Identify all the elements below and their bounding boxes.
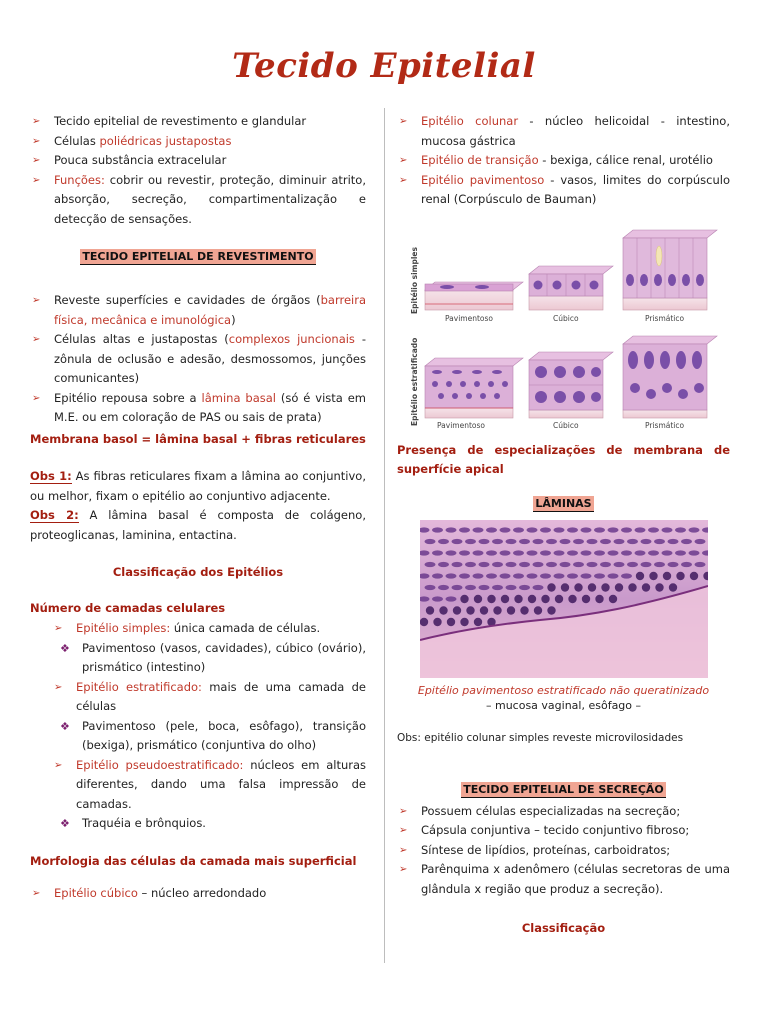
cell-nucleus	[425, 606, 433, 614]
item-text: Células	[54, 133, 100, 148]
micrograph-image	[420, 520, 708, 678]
cell-nucleus	[567, 573, 578, 578]
cell-nucleus	[432, 596, 443, 601]
arrowhead-bullet-icon: ➢	[32, 334, 41, 345]
cell-nucleus	[667, 538, 678, 543]
arrowhead-bullet-icon: ➢	[399, 864, 408, 875]
cell-nucleus	[493, 606, 501, 614]
cell-nucleus	[533, 606, 541, 614]
cell-nucleus	[438, 584, 449, 589]
diamond-bullet-icon: ❖	[60, 641, 70, 655]
list-item: ➢ Possuem células especializadas na secreção;	[397, 802, 730, 822]
morfologia-title: Morfologia das células da camada mais superficial	[30, 853, 357, 868]
cell-nucleus	[649, 571, 657, 579]
cell-nucleus	[546, 561, 557, 566]
cell-nucleus	[451, 584, 462, 589]
cell-nucleus	[514, 594, 522, 602]
cell-nucleus	[694, 561, 705, 566]
cell-nucleus	[574, 583, 582, 591]
cell-nucleus	[478, 584, 489, 589]
cell-nucleus	[634, 527, 645, 532]
stratified-squamous-illustration	[425, 358, 523, 418]
cell-nucleus	[547, 583, 555, 591]
cell-nucleus	[438, 561, 449, 566]
cell-nucleus	[573, 538, 584, 543]
intro-list	[30, 112, 366, 229]
cell-nucleus	[613, 561, 624, 566]
cell-nucleus	[472, 550, 483, 555]
laminas-heading: LÂMINAS	[535, 496, 592, 510]
cell-nucleus	[662, 571, 670, 579]
sub-item: ❖ Pavimentoso (vasos, cavidades), cúbico (ovário), prismático (intestino)	[60, 640, 366, 674]
cell-nucleus	[424, 584, 435, 589]
cell-nucleus	[621, 573, 632, 578]
cell-nucleus	[479, 606, 487, 614]
cell-nucleus	[499, 527, 510, 532]
list-item: ➢ Síntese de lipídios, proteínas, carboidratos;	[397, 841, 730, 861]
arrowhead-bullet-icon: ➢	[32, 174, 41, 186]
cell-nucleus	[492, 538, 503, 543]
cell-nucleus	[451, 538, 462, 543]
cell-nucleus	[459, 573, 470, 578]
cell-nucleus	[580, 573, 591, 578]
cell-nucleus	[526, 527, 537, 532]
cell-nucleus	[459, 550, 470, 555]
cell-nucleus	[655, 583, 663, 591]
cell-nucleus	[553, 550, 564, 555]
cell-nucleus	[627, 561, 638, 566]
revestimento-list	[30, 291, 366, 428]
cell-nucleus	[553, 573, 564, 578]
cell-nucleus	[554, 594, 562, 602]
cell-nucleus	[567, 550, 578, 555]
cell-nucleus	[580, 550, 591, 555]
arrowhead-bullet-icon: ➢	[32, 887, 41, 899]
membrana-basal-line: Membrana basol = lâmina basal + fibras reticulares	[30, 431, 366, 446]
cell-nucleus	[445, 596, 456, 601]
cell-nucleus	[594, 527, 605, 532]
sub-item: ❖ Pavimentoso (pele, boca, esôfago), transição (bexiga), prismático (conjuntiva do olho)	[60, 718, 366, 752]
cell-nucleus	[594, 550, 605, 555]
cell-nucleus	[654, 538, 665, 543]
arrowhead-bullet-icon: ➢	[399, 116, 408, 127]
list-item	[30, 132, 366, 152]
item-text: Pouca substância extracelular	[54, 153, 227, 167]
presenca-especializacoes: Presença de especializações de membrana de superfície apical	[397, 442, 730, 476]
diamond-bullet-icon: ❖	[60, 817, 70, 830]
cell-nucleus	[654, 561, 665, 566]
cell-nucleus	[560, 583, 568, 591]
cell-nucleus	[675, 527, 686, 532]
cell-nucleus	[473, 617, 481, 625]
list-item: ➢ Epitélio pavimentoso - vasos, limites do corpúsculo renal (Corpúsculo de Bauman)	[399, 172, 730, 206]
cell-nucleus	[532, 584, 543, 589]
cell-nucleus	[614, 583, 622, 591]
list-item: ➢ Parênquima x adenômero (células secretoras de uma glândula x região que produz a secreção).	[399, 862, 730, 896]
item-highlight: poliédricas justapostas	[99, 133, 232, 148]
secrecao-heading: TECIDO EPITELIAL DE SECREÇÃO	[463, 782, 664, 796]
cell-nucleus	[465, 561, 476, 566]
list-item	[30, 112, 366, 132]
col-label-prismatico: Prismático	[645, 313, 685, 323]
cell-nucleus	[424, 538, 435, 543]
epithelium-diagram	[397, 226, 730, 431]
cell-nucleus	[640, 538, 651, 543]
cell-nucleus	[527, 594, 535, 602]
simple-columnar-illustration	[623, 230, 717, 310]
micrograph-illustration	[420, 520, 708, 678]
row-label-simples: Epitélio simples	[410, 246, 419, 314]
col-label-prismatico-2: Prismático	[645, 420, 685, 430]
secrecao-list	[397, 802, 730, 900]
column-divider	[384, 108, 385, 963]
cell-nucleus	[486, 527, 497, 532]
arrowhead-bullet-icon: ➢	[32, 392, 41, 404]
simple-cuboidal-illustration	[529, 266, 613, 310]
cell-nucleus	[559, 538, 570, 543]
cell-nucleus	[634, 550, 645, 555]
arrowhead-bullet-icon: ➢	[399, 174, 408, 186]
cell-nucleus	[459, 527, 470, 532]
cell-nucleus	[640, 561, 651, 566]
col-label-cubico-2: Cúbico	[553, 420, 579, 430]
cell-nucleus	[486, 573, 497, 578]
cell-nucleus	[445, 550, 456, 555]
item-text: cobrir ou revestir, proteção, diminuir atrito, absorção, secreção, compartimentalização e detecção de sensações.	[54, 172, 366, 226]
cell-nucleus	[573, 561, 584, 566]
cell-nucleus	[432, 573, 443, 578]
right-column	[397, 112, 730, 945]
list-item: ➢ Cápsula conjuntiva – tecido conjuntivo fibroso;	[397, 821, 730, 841]
cell-nucleus	[487, 594, 495, 602]
cell-nucleus	[587, 583, 595, 591]
cell-nucleus	[499, 573, 510, 578]
cell-nucleus	[506, 606, 514, 614]
cell-nucleus	[472, 573, 483, 578]
epithelium-types-figure	[397, 226, 730, 431]
cell-nucleus	[439, 606, 447, 614]
cell-nucleus	[668, 583, 676, 591]
diamond-bullet-icon: ❖	[60, 719, 70, 733]
cell-nucleus	[540, 573, 551, 578]
row-label-estratificado: Epitélio estratificado	[410, 337, 419, 426]
left-column	[30, 112, 366, 903]
cell-nucleus	[553, 527, 564, 532]
cell-nucleus	[541, 594, 549, 602]
cell-nucleus	[445, 527, 456, 532]
cell-nucleus	[661, 550, 672, 555]
cell-nucleus	[473, 594, 481, 602]
list-item: ➢ Células altas e justapostas (complexos juncionais - zônula de oclusão e adesão, desmossomos, junções comunicantes)	[32, 332, 367, 385]
arrowhead-bullet-icon: ➢	[32, 295, 41, 306]
cell-nucleus	[607, 573, 618, 578]
cell-nucleus	[532, 538, 543, 543]
col-label-pavimentoso: Pavimentoso	[445, 313, 494, 323]
arrowhead-bullet-icon: ➢	[399, 155, 408, 166]
cell-nucleus	[526, 573, 537, 578]
cell-nucleus	[688, 527, 699, 532]
cell-nucleus	[580, 527, 591, 532]
list-item-pseudoestratificado: ➢ Epitélio pseudoestratificado: núcleos em alturas diferentes, dando uma falsa impressão de camadas.	[54, 757, 367, 811]
cell-nucleus	[540, 550, 551, 555]
cell-nucleus	[667, 561, 678, 566]
cell-nucleus	[689, 571, 697, 579]
list-item	[30, 151, 366, 171]
camadas-title: Número de camadas celulares	[30, 601, 226, 615]
cell-nucleus	[600, 561, 611, 566]
cell-nucleus	[513, 527, 524, 532]
cell-nucleus	[688, 550, 699, 555]
list-item-cubico: ➢ Epitélio cúbico – núcleo arredondado	[30, 884, 366, 904]
cell-nucleus	[628, 583, 636, 591]
cell-nucleus	[465, 538, 476, 543]
arrowhead-bullet-icon: ➢	[399, 844, 408, 856]
col-label-pavimentoso-2: Pavimentoso	[437, 420, 486, 430]
cell-nucleus	[438, 538, 449, 543]
cell-nucleus	[661, 527, 672, 532]
item-text: Tecido epitelial de revestimento e glandular	[54, 114, 307, 128]
cell-nucleus	[478, 561, 489, 566]
cell-nucleus	[627, 538, 638, 543]
classificacao-title: Classificação dos Epitélios	[112, 565, 284, 579]
cell-nucleus	[608, 594, 616, 602]
cell-nucleus	[613, 538, 624, 543]
cell-nucleus	[546, 538, 557, 543]
cell-nucleus	[641, 583, 649, 591]
cell-nucleus	[567, 527, 578, 532]
cell-nucleus	[424, 561, 435, 566]
list-item-estratificado: ➢ Epitélio estratificado: mais de uma camada de células	[54, 679, 367, 713]
cell-nucleus	[505, 538, 516, 543]
cell-nucleus	[540, 527, 551, 532]
cell-nucleus	[500, 594, 508, 602]
cell-nucleus	[621, 550, 632, 555]
arrowhead-bullet-icon: ➢	[32, 155, 41, 166]
stratified-columnar-illustration	[623, 336, 717, 418]
simple-squamous-illustration	[425, 282, 523, 310]
stratified-cuboidal-illustration	[529, 352, 613, 418]
classificacao-secrecao-title: Classificação	[521, 921, 606, 935]
cell-nucleus	[594, 573, 605, 578]
cell-nucleus	[681, 561, 692, 566]
list-item: ➢ Epitélio de transição - bexiga, cálice renal, urotélio	[397, 151, 730, 171]
cell-nucleus	[648, 527, 659, 532]
cell-nucleus	[466, 606, 474, 614]
cell-nucleus	[492, 584, 503, 589]
cell-nucleus	[600, 538, 611, 543]
cell-nucleus	[432, 527, 443, 532]
item-highlight: Funções:	[54, 172, 105, 187]
cell-nucleus	[486, 550, 497, 555]
cell-nucleus	[607, 527, 618, 532]
list-item-simples: ➢ Epitélio simples: única camada de células.	[30, 619, 366, 639]
revestimento-heading: TECIDO EPITELIAL DE REVESTIMENTO	[82, 250, 314, 263]
cell-nucleus	[505, 584, 516, 589]
cell-nucleus	[676, 571, 684, 579]
cell-nucleus	[478, 538, 489, 543]
list-item: ➢ Reveste superfícies e cavidades de órgãos (barreira física, mecânica e imunológica)	[32, 293, 366, 327]
cell-nucleus	[586, 538, 597, 543]
cell-nucleus	[519, 584, 530, 589]
obs-1: Obs 1: As fibras reticulares fixam a lâmina ao conjuntivo, ou melhor, fixam o epitélio ao conjuntivo adjacente.	[30, 469, 366, 503]
cell-nucleus	[513, 573, 524, 578]
cell-nucleus	[519, 561, 530, 566]
arrowhead-bullet-icon: ➢	[54, 759, 63, 771]
cell-nucleus	[559, 561, 570, 566]
cell-nucleus	[433, 617, 441, 625]
list-item: ➢ Epitélio colunar - núcleo helicoidal - intestino, mucosa gástrica	[399, 114, 730, 148]
cell-nucleus	[601, 583, 609, 591]
arrowhead-bullet-icon: ➢	[399, 825, 408, 836]
cell-nucleus	[526, 550, 537, 555]
cell-nucleus	[635, 571, 643, 579]
cell-nucleus	[648, 550, 659, 555]
cell-nucleus	[519, 538, 530, 543]
cell-nucleus	[547, 606, 555, 614]
list-item: ➢ Epitélio repousa sobre a lâmina basal (só é vista em M.E. ou em coloração de PAS ou sais de prata)	[32, 390, 366, 424]
cell-nucleus	[505, 561, 516, 566]
micrograph-subcaption: – mucosa vaginal, esôfago –	[485, 698, 642, 712]
obs-2: Obs 2: A lâmina basal é composta de colágeno, proteoglicanas, laminina, entactina.	[30, 508, 366, 542]
arrowhead-bullet-icon: ➢	[54, 623, 63, 634]
page-title: Tecido Epitelial	[232, 46, 536, 86]
obs-note: Obs: epitélio colunar simples reveste microvilosidades	[397, 731, 684, 744]
cell-nucleus	[460, 594, 468, 602]
cell-nucleus	[460, 617, 468, 625]
cell-nucleus	[499, 550, 510, 555]
cell-nucleus	[420, 617, 428, 625]
cell-nucleus	[492, 561, 503, 566]
arrowhead-bullet-icon: ➢	[399, 805, 408, 817]
cell-nucleus	[520, 606, 528, 614]
cell-nucleus	[586, 561, 597, 566]
cell-nucleus	[445, 573, 456, 578]
sub-item: ❖ Traquéia e brônquios.	[30, 814, 366, 834]
list-item	[30, 171, 366, 230]
micrograph-caption: Epitélio pavimentoso estratificado não queratinizado	[417, 683, 710, 697]
cell-nucleus	[607, 550, 618, 555]
arrowhead-bullet-icon: ➢	[54, 681, 63, 693]
cell-nucleus	[451, 561, 462, 566]
cell-nucleus	[513, 550, 524, 555]
cell-nucleus	[581, 594, 589, 602]
cell-nucleus	[675, 550, 686, 555]
morfologia-list	[397, 112, 730, 210]
cell-nucleus	[532, 561, 543, 566]
cell-nucleus	[694, 538, 705, 543]
cell-nucleus	[681, 538, 692, 543]
cell-nucleus	[432, 550, 443, 555]
cell-nucleus	[568, 594, 576, 602]
cell-nucleus	[446, 617, 454, 625]
cell-nucleus	[621, 527, 632, 532]
col-label-cubico: Cúbico	[553, 313, 579, 323]
cell-nucleus	[472, 527, 483, 532]
cell-nucleus	[595, 594, 603, 602]
arrowhead-bullet-icon: ➢	[32, 135, 41, 147]
cell-nucleus	[452, 606, 460, 614]
cell-nucleus	[465, 584, 476, 589]
arrowhead-bullet-icon: ➢	[32, 116, 41, 127]
